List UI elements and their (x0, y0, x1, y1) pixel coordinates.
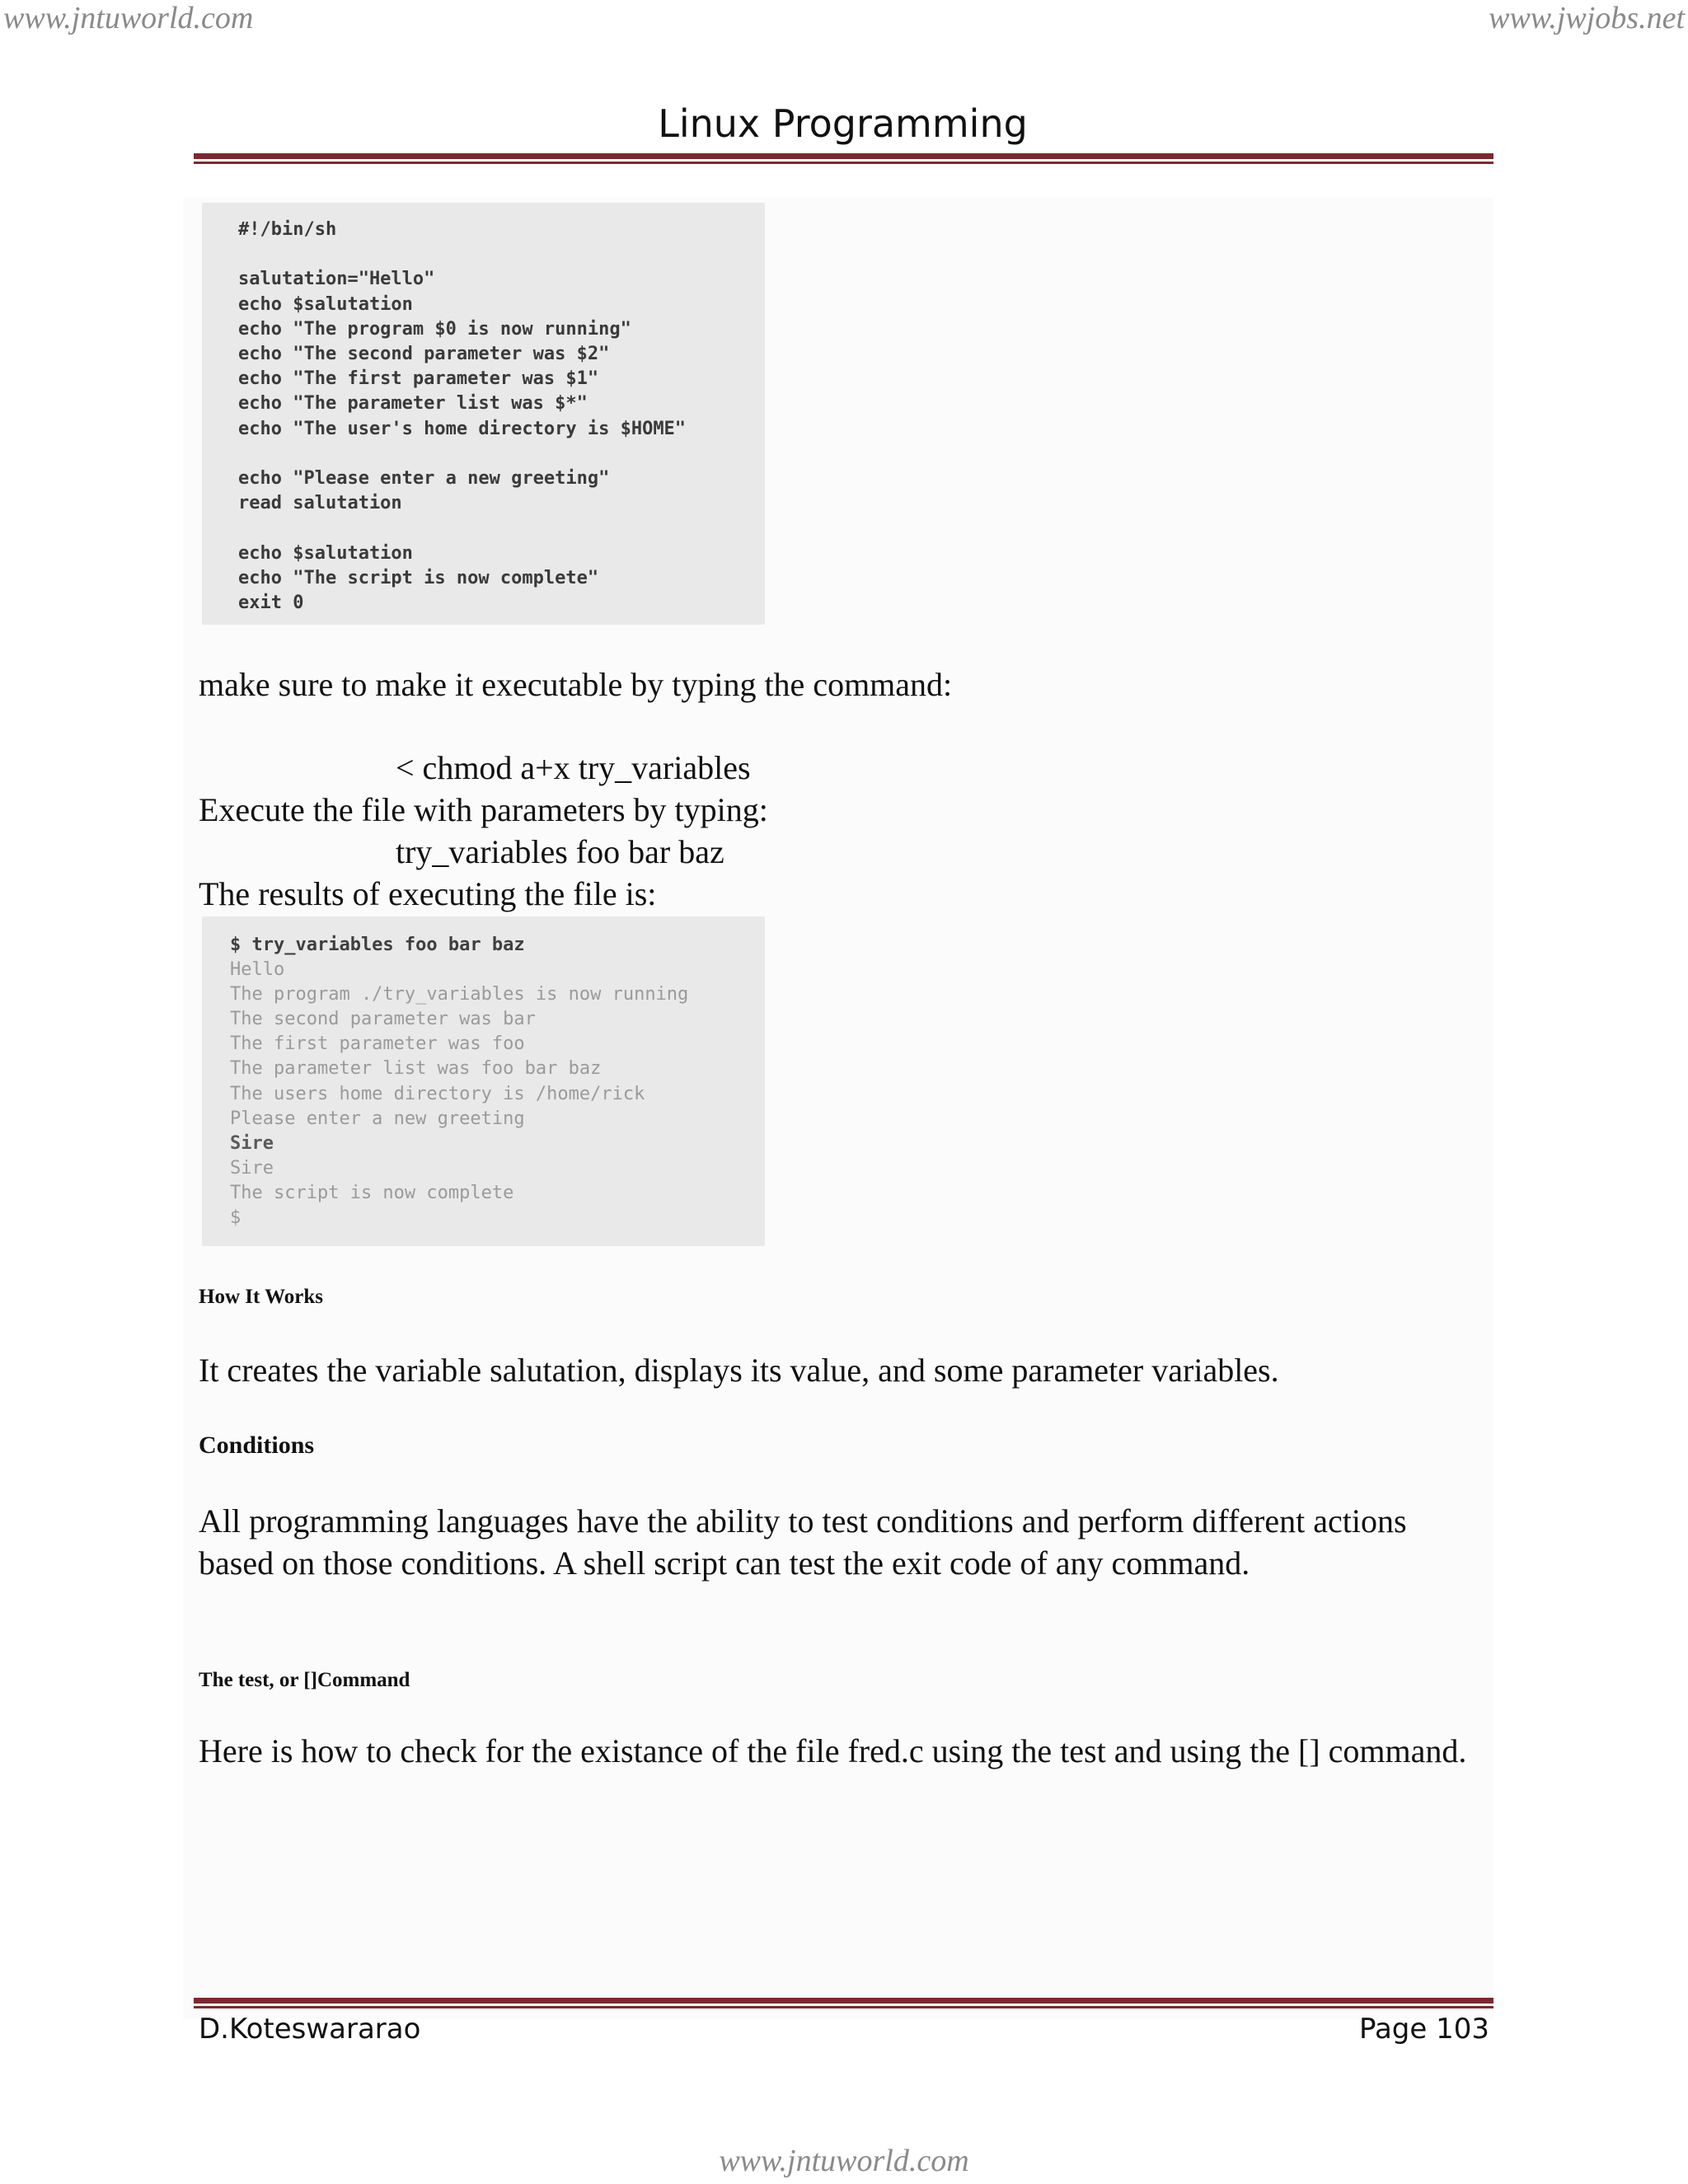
how-it-works-heading: How It Works (199, 1286, 323, 1308)
watermark-top-left: www.jntuworld.com (3, 1, 254, 35)
code-line: echo "The program $0 is now running" (238, 318, 631, 340)
watermark-top-right: www.jwjobs.net (1489, 1, 1685, 35)
output-line: The program ./try_variables is now running (230, 984, 689, 1005)
header-rule (194, 153, 1493, 164)
output-code-image (202, 916, 765, 1246)
code-line: echo "The script is now complete" (238, 567, 599, 588)
code-line: echo "The user's home directory is $HOME" (238, 418, 687, 439)
watermark-bottom: www.jntuworld.com (719, 2144, 969, 2178)
code-line (238, 516, 765, 541)
output-line: Sire (230, 1157, 274, 1179)
test-command-heading: The test, or []Command (199, 1669, 410, 1691)
code-line (238, 242, 765, 267)
output-line: Hello (230, 959, 285, 981)
output-line: The parameter list was foo bar baz (230, 1058, 602, 1080)
results-intro-text: The results of executing the file is: (199, 875, 657, 912)
code-line: #!/bin/sh (238, 219, 337, 240)
output-line: The users home directory is /home/rick (230, 1083, 645, 1104)
footer-rule (194, 1998, 1493, 2008)
code-line (238, 442, 765, 466)
conditions-text: All programming languages have the ability to test conditions and perform different actions based on those conditions. A shell script can test the exit code of any command. (199, 1502, 1407, 1582)
script-code-image (202, 203, 765, 625)
code-line: echo "Please enter a new greeting" (238, 468, 610, 490)
code-line: echo $salutation (238, 542, 413, 564)
output-line: Please enter a new greeting (230, 1108, 525, 1129)
chmod-command: < chmod a+x try_variables (396, 749, 751, 786)
code-line: salutation="Hello" (238, 269, 435, 290)
make-executable-text: make sure to make it executable by typing the command: (199, 666, 953, 703)
code-line: exit 0 (238, 593, 304, 614)
footer-page-number: Page 103 (1358, 2013, 1489, 2046)
test-command-text: Here is how to check for the existance of the file fred.c using the test and using the [] command. (199, 1732, 1467, 1769)
output-line: The script is now complete (230, 1182, 514, 1203)
output-input-line: Sire (230, 1132, 274, 1154)
how-it-works-text: It creates the variable salutation, displays its value, and some parameter variables. (199, 1352, 1279, 1389)
output-line: $ (230, 1207, 241, 1229)
code-line: read salutation (238, 493, 402, 514)
execute-intro-text: Execute the file with parameters by typing: (199, 791, 768, 828)
output-prompt-line: $ try_variables foo bar baz (230, 935, 525, 955)
run-command: try_variables foo bar baz (396, 833, 724, 870)
footer-author: D.Koteswararao (199, 2013, 421, 2046)
code-line: echo "The second parameter was $2" (238, 344, 610, 365)
conditions-heading: Conditions (199, 1432, 315, 1459)
code-line: echo "The first parameter was $1" (238, 368, 599, 390)
output-line: The second parameter was bar (230, 1009, 536, 1030)
code-line: echo "The parameter list was $*" (238, 393, 588, 415)
code-line: echo $salutation (238, 293, 413, 315)
page-title: Linux Programming (658, 101, 1028, 146)
output-line: The first parameter was foo (230, 1033, 525, 1055)
